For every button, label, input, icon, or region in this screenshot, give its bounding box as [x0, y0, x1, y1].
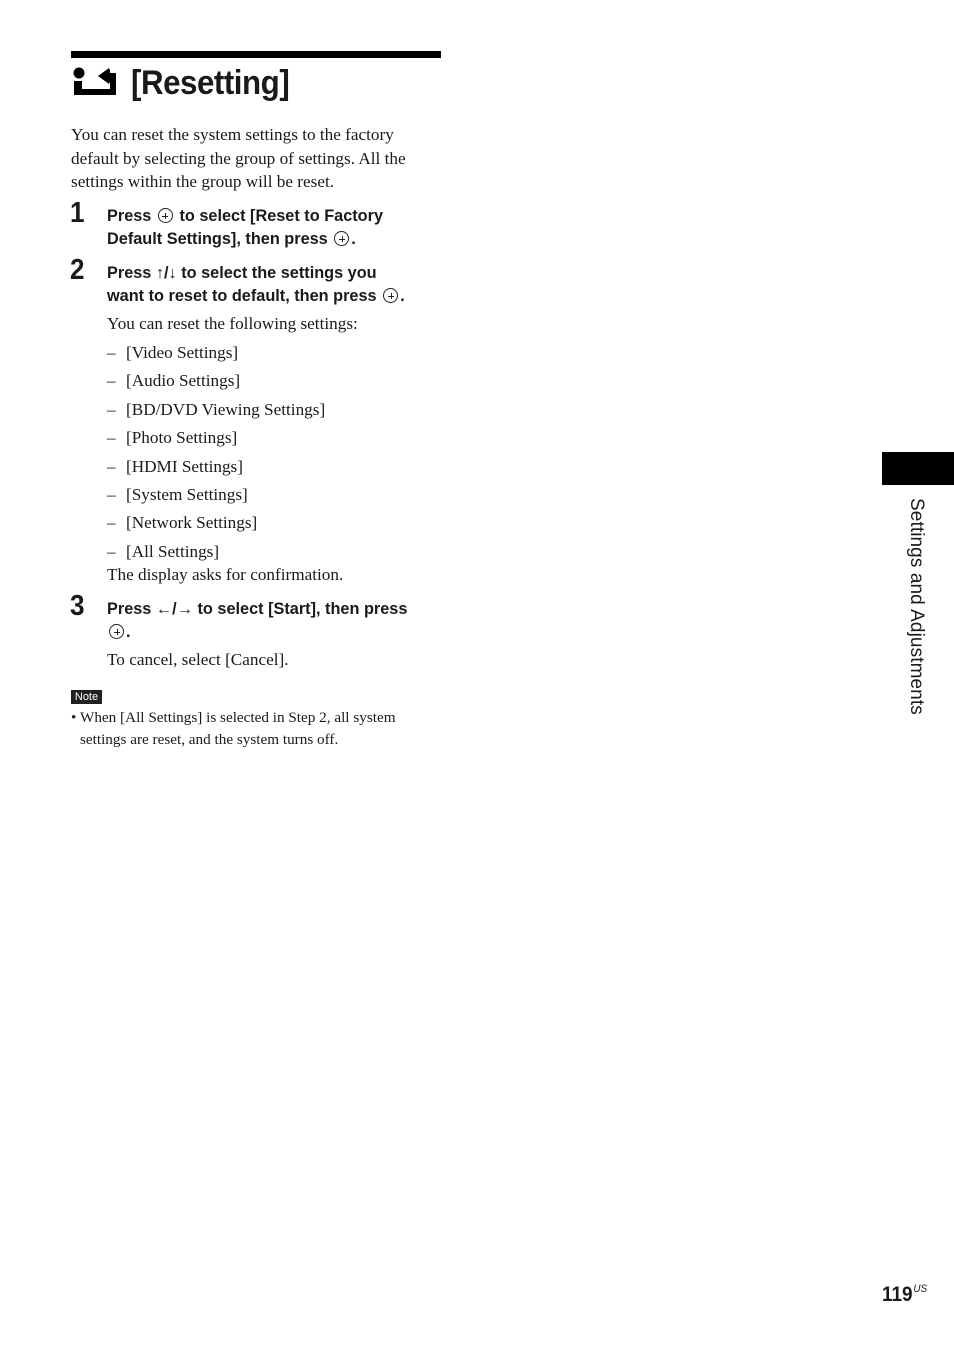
step-number: 1	[70, 197, 85, 229]
list-item: – [Audio Settings]	[107, 371, 241, 391]
list-item: – [BD/DVD Viewing Settings]	[107, 399, 326, 419]
step-3-body: To cancel, select [Cancel].	[107, 650, 289, 669]
reset-icon	[72, 65, 120, 101]
section-tab	[882, 452, 954, 485]
list-item: – [Photo Settings]	[107, 428, 238, 448]
step-number: 2	[70, 254, 85, 286]
step-number: 3	[70, 590, 85, 622]
enter-button-icon	[334, 231, 349, 246]
page-number: $119^{US}$	[882, 1283, 928, 1306]
enter-button-icon	[109, 624, 124, 639]
note-text: • When [All Settings] is selected in Step 2, all system settings are reset, and the system turns off.	[71, 709, 396, 748]
intro-paragraph: You can reset the system settings to the factory default by selecting the group of settings. All the settings within the group will be reset.	[71, 125, 406, 191]
note-badge: Note	[71, 690, 102, 704]
list-item: – [System Settings]	[107, 484, 248, 504]
page-title: [Resetting]	[131, 63, 290, 102]
step-2-instruction: Press ↑/↓ to select the settings you want to reset to default, then press .	[107, 264, 405, 305]
step-3-instruction: Press ←/→ to select [Start], then press .	[107, 600, 408, 641]
enter-button-icon	[383, 288, 398, 303]
settings-list	[107, 341, 325, 568]
list-item: – [Network Settings]	[107, 513, 258, 533]
enter-button-icon	[158, 208, 173, 223]
section-heading	[72, 62, 303, 104]
step-1-instruction: Press to select [Reset to Factory Default Settings], then press .	[107, 207, 384, 248]
step-2-body: You can reset the following settings:	[107, 314, 358, 333]
section-side-label: Settings and Adjustments	[906, 498, 927, 715]
list-item: – [HDMI Settings]	[107, 456, 243, 476]
step-2-after: The display asks for confirmation.	[107, 565, 344, 584]
heading-rule	[71, 51, 441, 58]
list-item: – [All Settings]	[107, 541, 220, 561]
list-item: – [Video Settings]	[107, 343, 239, 362]
